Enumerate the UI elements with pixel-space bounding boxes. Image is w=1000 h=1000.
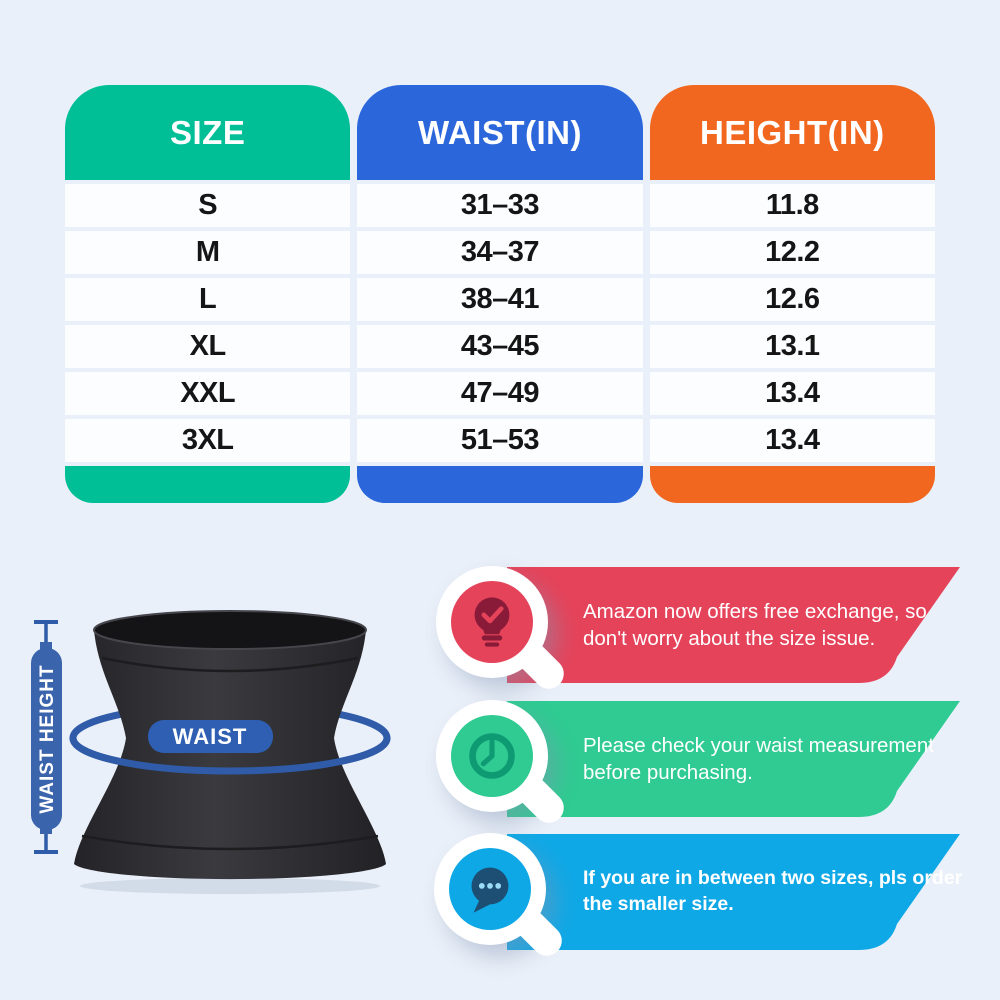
note-text-measure (583, 701, 953, 817)
table-cell-waist: 51–53 (357, 419, 642, 462)
size-chart-table (65, 85, 935, 503)
table-cell-size: XXL (65, 372, 350, 415)
note-badge (434, 833, 546, 945)
table-cell-waist: 38–41 (357, 278, 642, 321)
table-cell-size: 3XL (65, 419, 350, 462)
clock-icon (451, 715, 533, 797)
table-cell-waist: 47–49 (357, 372, 642, 415)
note-badge (436, 700, 548, 812)
table-cell-size: XL (65, 325, 350, 368)
table-cell-size: M (65, 231, 350, 274)
note-line: Please check your waist measurement (583, 733, 934, 757)
lightbulb-check-icon (451, 581, 533, 663)
footer-bar-waist (357, 466, 642, 503)
note-text-exchange (583, 567, 953, 683)
table-cell-size: S (65, 184, 350, 227)
table-cell-height: 11.8 (650, 184, 935, 227)
table-cell-waist: 34–37 (357, 231, 642, 274)
note-line: the smaller size. (583, 893, 734, 915)
table-cell-height: 13.4 (650, 419, 935, 462)
header-cell-waist: WAIST(IN) (357, 85, 642, 180)
table-cell-size: L (65, 278, 350, 321)
waist-label: WAIST (172, 724, 248, 749)
note-badge (436, 566, 548, 678)
table-cell-height: 13.4 (650, 372, 935, 415)
chat-dots-icon (449, 848, 531, 930)
header-cell-height: HEIGHT(IN) (650, 85, 935, 180)
note-line: If you are in between two sizes, pls order (583, 867, 963, 890)
note-line: Amazon now offers free exchange, so (583, 599, 927, 623)
table-cell-height: 12.2 (650, 231, 935, 274)
trainer-shadow (80, 878, 380, 894)
waist-height-label: WAIST HEIGHT (37, 664, 58, 814)
footer-bar-size (65, 466, 350, 503)
note-text-between-sizes (583, 834, 963, 950)
table-cell-waist: 31–33 (357, 184, 642, 227)
note-line: before purchasing. (583, 761, 753, 784)
footer-bar-height (650, 466, 935, 503)
note-line: don't worry about the size issue. (583, 627, 876, 650)
header-cell-size: SIZE (65, 85, 350, 180)
table-cell-waist: 43–45 (357, 325, 642, 368)
table-cell-height: 12.6 (650, 278, 935, 321)
table-cell-height: 13.1 (650, 325, 935, 368)
waist-trainer-illustration (18, 598, 438, 898)
